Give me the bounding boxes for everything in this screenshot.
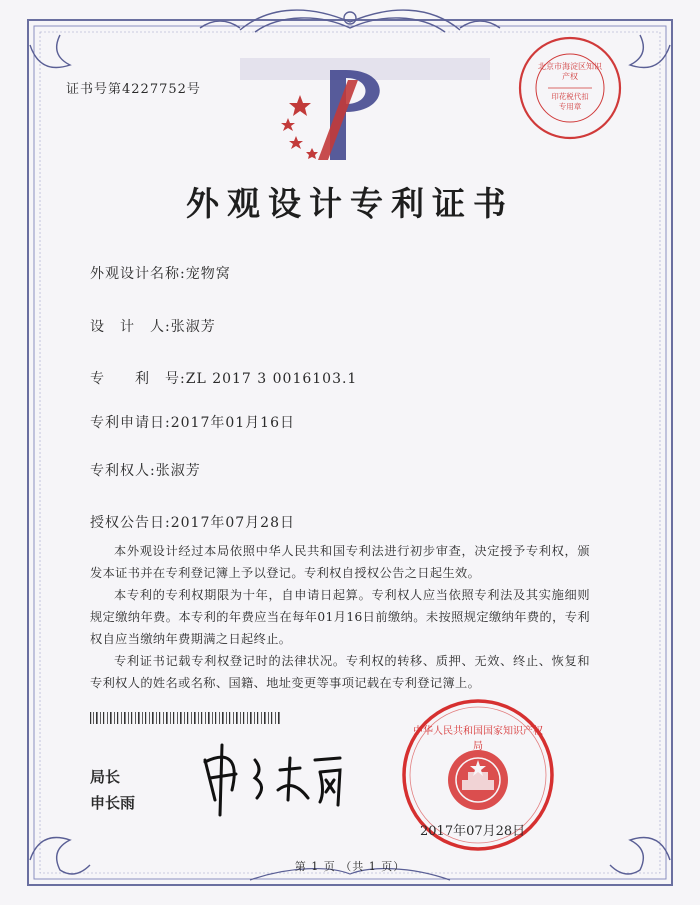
seal-text: 中华人民共和国国家知识产权局: [413, 726, 543, 752]
tax-stamp: [520, 38, 620, 138]
stamp-outer-text: 北京市海淀区知识产权: [538, 62, 602, 81]
field-value: 2017年07月28日: [170, 515, 295, 531]
director-signature: [205, 745, 340, 815]
field-design-name: [90, 263, 231, 283]
field-label: 授权公告日:: [90, 515, 171, 531]
signatory-role: 局长: [90, 768, 121, 786]
page-title: 外观设计专利证书: [186, 184, 514, 223]
field-label: 专 利 号:: [90, 371, 186, 387]
field-filing-date: [90, 412, 295, 432]
certificate-body: [90, 540, 590, 694]
field-grant-date: [90, 512, 295, 532]
barcode: [90, 712, 280, 724]
field-label: 专利权人:: [90, 463, 156, 479]
body-paragraph: 本专利的专利权期限为十年，自申请日起算。专利权人应当依照专利法及其实施细则规定缴纳年费。本专利的年费应当在每年01月16日前缴纳。未按照规定缴纳年费的，专利权自应当缴纳年费期满之日起终止。: [90, 588, 590, 646]
stamp-inner-text: 印花税代扣专用章: [551, 92, 589, 111]
field-value: 宠物窝: [185, 266, 231, 282]
signatory-name: 申长雨: [90, 794, 136, 812]
field-value: 张淑芳: [170, 319, 216, 335]
field-value: 2017年01月16日: [170, 415, 295, 431]
field-patentee: [90, 460, 201, 480]
field-value: ZL 2017 3 0016103.1: [185, 371, 358, 387]
certificate-number: 证书号第4227752号: [66, 82, 201, 97]
field-label: 设 计 人:: [90, 319, 171, 335]
page-number: 第 1 页 （共 1 页）: [294, 860, 406, 873]
field-value: 张淑芳: [155, 463, 201, 479]
field-label: 专利申请日:: [90, 415, 171, 431]
field-label: 外观设计名称:: [90, 266, 186, 282]
patent-office-logo: [281, 70, 380, 160]
body-paragraph: 本外观设计经过本局依照中华人民共和国专利法进行初步审查，决定授予专利权，颁发本证书并在专利登记簿上予以登记。专利权自授权公告之日起生效。: [90, 544, 590, 580]
body-paragraph: 专利证书记载专利权登记时的法律状况。专利权的转移、质押、无效、终止、恢复和专利权人的姓名或名称、国籍、地址变更等事项记载在专利登记簿上。: [90, 654, 590, 690]
field-designer: [90, 316, 216, 336]
field-patent-number: [90, 368, 357, 388]
issue-date: 2017年07月28日: [420, 824, 526, 839]
